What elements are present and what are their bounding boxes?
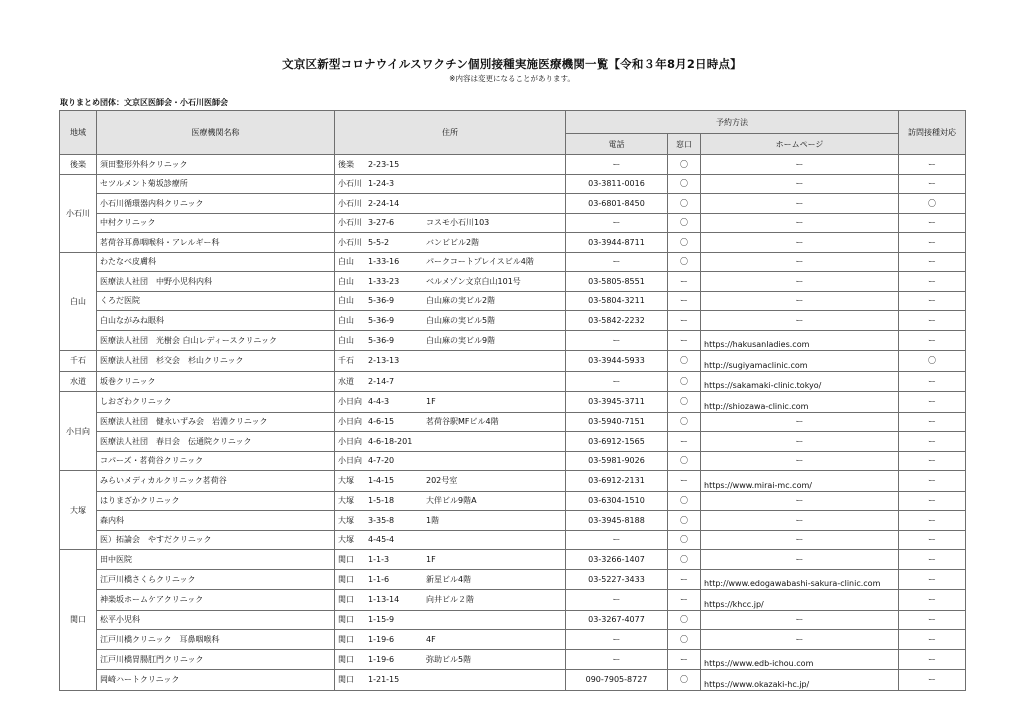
region-cell: 大塚	[60, 471, 97, 550]
visit-cell: ー	[899, 272, 966, 292]
region-cell: 水道	[60, 371, 97, 392]
table-row	[60, 569, 966, 590]
window-cell: 〇	[668, 213, 701, 233]
region-cell: 関口	[60, 550, 97, 691]
window-cell: 〇	[668, 550, 701, 570]
address-area: 関口	[338, 574, 354, 584]
address-cell	[335, 471, 566, 492]
address-area: 関口	[338, 654, 354, 664]
address-number: 1-19-6	[368, 654, 395, 664]
region-cell: 白山	[60, 252, 97, 351]
address-area: 白山	[338, 335, 354, 345]
table-row	[60, 174, 966, 194]
visit-cell: ー	[899, 155, 966, 175]
address-number: 5-36-9	[368, 315, 395, 325]
homepage-link[interactable]: https://www.mirai-mc.com/	[701, 471, 899, 492]
address-building: 大伴ビル9階A	[426, 496, 477, 506]
address-building: 1F	[426, 554, 436, 564]
table-row	[60, 272, 966, 292]
clinic-name: くろだ医院	[97, 291, 335, 311]
homepage-cell: ー	[701, 233, 899, 253]
table-row	[60, 610, 966, 630]
address-number: 4-6-18-201	[368, 436, 413, 446]
address-number: 1-15-9	[368, 615, 395, 625]
phone-cell: ー	[566, 630, 668, 650]
address-area: 千石	[338, 356, 354, 366]
address-area: 白山	[338, 257, 354, 267]
address-cell	[335, 252, 566, 272]
address-cell	[335, 174, 566, 194]
phone-cell: ー	[566, 330, 668, 351]
window-cell: 〇	[668, 530, 701, 550]
homepage-cell: ー	[701, 412, 899, 432]
header-window: 窓口	[668, 134, 701, 155]
window-cell: 〇	[668, 252, 701, 272]
address-area: 小石川	[338, 237, 362, 247]
window-cell: 〇	[668, 491, 701, 511]
address-area: 関口	[338, 675, 354, 685]
window-cell: 〇	[668, 451, 701, 471]
clinic-name: 医療法人社団 杉交会 杉山クリニック	[97, 351, 335, 372]
header-region: 地域	[60, 111, 97, 155]
address-building: 向井ビル２階	[426, 595, 474, 605]
address-number: 5-36-9	[368, 296, 395, 306]
page-note: ※内容は変更になることがあります。	[449, 74, 575, 83]
table-row	[60, 392, 966, 413]
table-row	[60, 155, 966, 175]
phone-cell: 03-3944-8711	[566, 233, 668, 253]
address-number: 4-4-3	[368, 397, 390, 407]
address-number: 2-14-7	[368, 376, 395, 386]
phone-cell: 03-5940-7151	[566, 412, 668, 432]
address-number: 1-4-15	[368, 476, 395, 486]
table-row	[60, 511, 966, 531]
organizer-label: 取りまとめ団体：文京区医師会・小石川医師会	[60, 98, 228, 107]
address-building: 1階	[426, 515, 440, 525]
visit-cell: ー	[899, 174, 966, 194]
address-building: 4F	[426, 634, 436, 644]
homepage-cell: ー	[701, 272, 899, 292]
phone-cell: ー	[566, 252, 668, 272]
clinic-name: はりまざかクリニック	[97, 491, 335, 511]
region-cell: 千石	[60, 351, 97, 372]
clinic-name: 岡崎ハートクリニック	[97, 670, 335, 691]
address-cell	[335, 649, 566, 670]
phone-cell: ー	[566, 371, 668, 392]
address-building: 1F	[426, 397, 436, 407]
address-area: 小石川	[338, 218, 362, 228]
address-cell	[335, 155, 566, 175]
address-area: 後楽	[338, 159, 354, 169]
clinic-name: 小石川循環器内科クリニック	[97, 194, 335, 214]
clinic-name: 医療法人社団 健永いずみ会 岩淵クリニック	[97, 412, 335, 432]
address-number: 1-21-15	[368, 675, 400, 685]
address-area: 小日向	[338, 397, 362, 407]
address-area: 関口	[338, 615, 354, 625]
clinic-name: わたなべ皮膚科	[97, 252, 335, 272]
homepage-cell: ー	[701, 630, 899, 650]
phone-cell: ー	[566, 649, 668, 670]
address-building: バンビビル2階	[426, 237, 480, 247]
address-area: 小石川	[338, 179, 362, 189]
address-number: 5-36-9	[368, 335, 395, 345]
visit-cell: ー	[899, 233, 966, 253]
window-cell: ー	[668, 291, 701, 311]
address-building: 白山麻の実ビル2階	[426, 296, 496, 306]
clinic-name: 坂巻クリニック	[97, 371, 335, 392]
homepage-link[interactable]: http://sugiyamaclinic.com	[701, 351, 899, 372]
address-building: コスモ小石川103	[426, 218, 490, 228]
window-cell: ー	[668, 471, 701, 492]
table-row	[60, 471, 966, 492]
clinic-name: コパーズ・茗荷谷クリニック	[97, 451, 335, 471]
address-cell	[335, 550, 566, 570]
visit-cell: ー	[899, 432, 966, 452]
address-area: 小日向	[338, 436, 362, 446]
address-number: 2-13-13	[368, 356, 400, 366]
table-row	[60, 432, 966, 452]
address-number: 1-19-6	[368, 634, 395, 644]
region-cell: 小石川	[60, 174, 97, 252]
window-cell: 〇	[668, 233, 701, 253]
window-cell: ー	[668, 432, 701, 452]
header-name: 医療機関名称	[97, 111, 335, 155]
window-cell: 〇	[668, 392, 701, 413]
address-number: 1-1-3	[368, 554, 390, 564]
visit-cell: ー	[899, 412, 966, 432]
address-building: 白山麻の実ビル5階	[426, 315, 496, 325]
table-row	[60, 630, 966, 650]
address-number: 4-6-15	[368, 417, 395, 427]
address-number: 3-27-6	[368, 218, 395, 228]
address-number: 1-33-16	[368, 257, 400, 267]
clinic-name: 須田整形外科クリニック	[97, 155, 335, 175]
address-cell	[335, 351, 566, 372]
table-row	[60, 194, 966, 214]
phone-cell: 090-7905-8727	[566, 670, 668, 691]
clinic-name: 医療法人社団 春日会 伝通院クリニック	[97, 432, 335, 452]
table-row	[60, 550, 966, 570]
address-area: 白山	[338, 276, 354, 286]
homepage-link[interactable]: https://hakusanladies.com	[701, 330, 899, 351]
table-body	[60, 155, 966, 691]
address-cell	[335, 491, 566, 511]
homepage-cell: ー	[701, 550, 899, 570]
homepage-cell: ー	[701, 252, 899, 272]
address-building: 202号室	[426, 476, 458, 486]
visit-cell: ー	[899, 649, 966, 670]
phone-cell: 03-3811-0016	[566, 174, 668, 194]
phone-cell: 03-3267-4077	[566, 610, 668, 630]
address-cell	[335, 511, 566, 531]
header-address: 住所	[335, 111, 566, 155]
phone-cell: ー	[566, 530, 668, 550]
visit-cell: ー	[899, 330, 966, 351]
visit-cell: ー	[899, 392, 966, 413]
phone-cell: 03-5227-3433	[566, 569, 668, 590]
address-area: 大塚	[338, 535, 354, 545]
clinic-name: セツルメント菊坂診療所	[97, 174, 335, 194]
window-cell: ー	[668, 311, 701, 331]
region-cell: 後楽	[60, 155, 97, 175]
address-building: 白山麻の実ビル9階	[426, 335, 496, 345]
phone-cell: 03-3944-5933	[566, 351, 668, 372]
address-cell	[335, 233, 566, 253]
region-cell: 小日向	[60, 392, 97, 471]
window-cell: 〇	[668, 630, 701, 650]
homepage-cell: ー	[701, 432, 899, 452]
address-cell	[335, 311, 566, 331]
address-cell	[335, 670, 566, 691]
table-row	[60, 233, 966, 253]
phone-cell: 03-3945-8188	[566, 511, 668, 531]
address-area: 大塚	[338, 496, 354, 506]
visit-cell: ー	[899, 550, 966, 570]
phone-cell: 03-6912-2131	[566, 471, 668, 492]
address-area: 関口	[338, 554, 354, 564]
address-cell	[335, 590, 566, 611]
table-row	[60, 670, 966, 691]
clinic-name: しおざわクリニック	[97, 392, 335, 413]
clinic-name: 田中医院	[97, 550, 335, 570]
visit-cell: ー	[899, 511, 966, 531]
visit-cell: 〇	[899, 351, 966, 372]
window-cell: ー	[668, 569, 701, 590]
address-building: 茗荷谷駅MFビル4階	[426, 417, 499, 427]
address-cell	[335, 272, 566, 292]
phone-cell: 03-3266-1407	[566, 550, 668, 570]
address-number: 1-5-18	[368, 496, 395, 506]
table-row	[60, 530, 966, 550]
homepage-cell: ー	[701, 311, 899, 331]
address-number: 2-23-15	[368, 159, 400, 169]
table-header-row	[60, 111, 966, 134]
address-area: 関口	[338, 634, 354, 644]
phone-cell: 03-3945-3711	[566, 392, 668, 413]
phone-cell: ー	[566, 213, 668, 233]
clinic-name: 医）拓論会 やすだクリニック	[97, 530, 335, 550]
address-cell	[335, 213, 566, 233]
address-area: 白山	[338, 315, 354, 325]
window-cell: 〇	[668, 371, 701, 392]
clinic-name: 江戸川橋胃腸肛門クリニック	[97, 649, 335, 670]
address-number: 4-45-4	[368, 535, 395, 545]
address-cell	[335, 610, 566, 630]
homepage-link[interactable]: https://khcc.jp/	[701, 590, 899, 611]
table-row	[60, 412, 966, 432]
window-cell: 〇	[668, 670, 701, 691]
window-cell: 〇	[668, 194, 701, 214]
window-cell: 〇	[668, 412, 701, 432]
header-homepage: ホームページ	[701, 134, 899, 155]
address-area: 小日向	[338, 456, 362, 466]
homepage-cell: ー	[701, 213, 899, 233]
homepage-cell: ー	[701, 194, 899, 214]
homepage-cell: ー	[701, 610, 899, 630]
clinic-name: 神楽坂ホームケアクリニック	[97, 590, 335, 611]
homepage-cell: ー	[701, 511, 899, 531]
address-cell	[335, 451, 566, 471]
address-cell	[335, 194, 566, 214]
phone-cell: 03-6801-8450	[566, 194, 668, 214]
clinic-name: 医療法人社団 中野小児科内科	[97, 272, 335, 292]
homepage-cell: ー	[701, 451, 899, 471]
address-area: 白山	[338, 296, 354, 306]
visit-cell: ー	[899, 451, 966, 471]
phone-cell: 03-5842-2232	[566, 311, 668, 331]
window-cell: 〇	[668, 610, 701, 630]
address-number: 1-1-6	[368, 574, 390, 584]
window-cell: ー	[668, 272, 701, 292]
clinic-name: 茗荷谷耳鼻咽喉科・アレルギー科	[97, 233, 335, 253]
clinic-name: みらいメディカルクリニック茗荷谷	[97, 471, 335, 492]
visit-cell: ー	[899, 252, 966, 272]
homepage-link[interactable]: https://www.edb-ichou.com	[701, 649, 899, 670]
address-area: 関口	[338, 595, 354, 605]
address-cell	[335, 291, 566, 311]
homepage-link[interactable]: https://sakamaki-clinic.tokyo/	[701, 371, 899, 392]
clinic-name: 医療法人社団 光樹会 白山レディースクリニック	[97, 330, 335, 351]
window-cell: ー	[668, 330, 701, 351]
table-row	[60, 213, 966, 233]
address-area: 小日向	[338, 417, 362, 427]
page-title: 文京区新型コロナウイルスワクチン個別接種実施医療機関一覧【令和３年8月2日時点】	[282, 57, 742, 71]
table-row	[60, 590, 966, 611]
address-number: 4-7-20	[368, 456, 395, 466]
table-row	[60, 291, 966, 311]
clinic-name: 森内科	[97, 511, 335, 531]
window-cell: ー	[668, 590, 701, 611]
address-area: 大塚	[338, 476, 354, 486]
clinic-name: 江戸川橋クリニック 耳鼻咽喉科	[97, 630, 335, 650]
clinic-name: 江戸川橋さくらクリニック	[97, 569, 335, 590]
window-cell: ー	[668, 649, 701, 670]
table-row	[60, 649, 966, 670]
address-building: 弥助ビル5階	[426, 654, 472, 664]
address-area: 大塚	[338, 515, 354, 525]
clinic-name: 中村クリニック	[97, 213, 335, 233]
address-cell	[335, 371, 566, 392]
homepage-link[interactable]: http://shiozawa-clinic.com	[701, 392, 899, 413]
address-building: パークコートプレイスビル4階	[426, 257, 534, 267]
visit-cell: ー	[899, 590, 966, 611]
address-cell	[335, 330, 566, 351]
address-number: 5-5-2	[368, 237, 390, 247]
table-row	[60, 330, 966, 351]
table-row	[60, 351, 966, 372]
phone-cell: ー	[566, 155, 668, 175]
homepage-link[interactable]: https://www.okazaki-hc.jp/	[701, 670, 899, 691]
address-building: 新星ビル4階	[426, 574, 472, 584]
address-area: 水道	[338, 376, 354, 386]
visit-cell: ー	[899, 311, 966, 331]
homepage-link[interactable]: http://www.edogawabashi-sakura-clinic.com	[701, 569, 899, 590]
table-row	[60, 491, 966, 511]
visit-cell: ー	[899, 471, 966, 492]
visit-cell: ー	[899, 213, 966, 233]
address-number: 2-24-14	[368, 198, 400, 208]
address-cell	[335, 432, 566, 452]
phone-cell: 03-5804-3211	[566, 291, 668, 311]
phone-cell: 03-5805-8551	[566, 272, 668, 292]
address-cell	[335, 569, 566, 590]
clinic-name: 松平小児科	[97, 610, 335, 630]
visit-cell: ー	[899, 630, 966, 650]
table-row	[60, 451, 966, 471]
visit-cell: ー	[899, 291, 966, 311]
header-visit: 訪問接種対応	[899, 111, 966, 155]
homepage-cell: ー	[701, 174, 899, 194]
homepage-cell: ー	[701, 291, 899, 311]
homepage-cell: ー	[701, 155, 899, 175]
header-phone: 電話	[566, 134, 668, 155]
address-area: 小石川	[338, 198, 362, 208]
clinic-name: 白山ながみね眼科	[97, 311, 335, 331]
visit-cell: 〇	[899, 194, 966, 214]
phone-cell: 03-6304-1510	[566, 491, 668, 511]
table-row	[60, 311, 966, 331]
table-row	[60, 371, 966, 392]
table-row	[60, 252, 966, 272]
address-number: 3-35-8	[368, 515, 395, 525]
address-building: ベルメゾン文京白山101号	[426, 276, 521, 286]
homepage-cell: ー	[701, 491, 899, 511]
address-cell	[335, 630, 566, 650]
address-cell	[335, 412, 566, 432]
window-cell: 〇	[668, 174, 701, 194]
address-number: 1-13-14	[368, 595, 400, 605]
visit-cell: ー	[899, 670, 966, 691]
phone-cell: ー	[566, 590, 668, 611]
homepage-cell: ー	[701, 530, 899, 550]
visit-cell: ー	[899, 491, 966, 511]
address-number: 1-24-3	[368, 179, 395, 189]
clinic-table	[59, 110, 966, 691]
phone-cell: 03-6912-1565	[566, 432, 668, 452]
visit-cell: ー	[899, 569, 966, 590]
header-reservation: 予約方法	[566, 111, 899, 134]
phone-cell: 03-5981-9026	[566, 451, 668, 471]
address-cell	[335, 392, 566, 413]
window-cell: 〇	[668, 351, 701, 372]
visit-cell: ー	[899, 530, 966, 550]
visit-cell: ー	[899, 371, 966, 392]
visit-cell: ー	[899, 610, 966, 630]
window-cell: 〇	[668, 155, 701, 175]
address-number: 1-33-23	[368, 276, 400, 286]
address-cell	[335, 530, 566, 550]
window-cell: 〇	[668, 511, 701, 531]
